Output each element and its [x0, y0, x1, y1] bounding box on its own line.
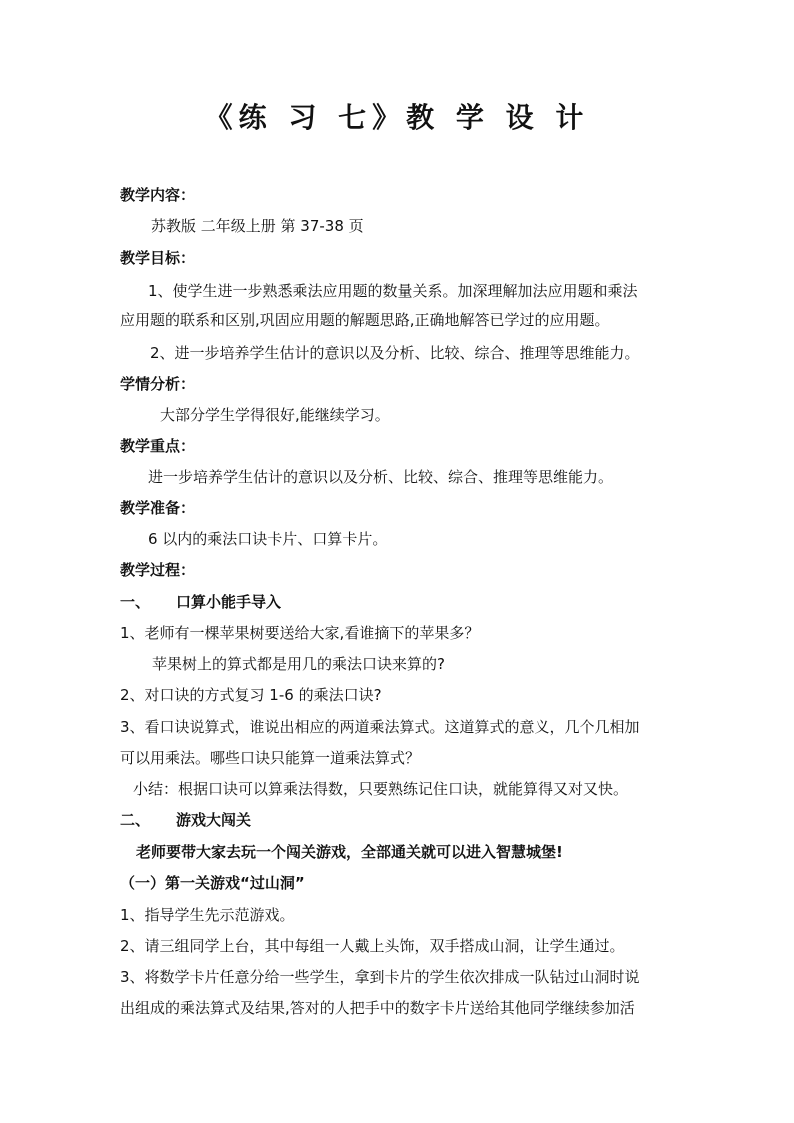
goals-heading: 教学目标：: [120, 249, 196, 267]
s2-item3-line1: 3、将数学卡片任意分给一些学生，拿到卡片的学生依次排成一队钻过山洞时说: [120, 968, 640, 986]
s1-summary: 小结：根据口诀可以算乘法得数，只要熟练记住口诀，就能算得又对又快。: [133, 780, 629, 798]
goal1-line2: 应用题的联系和区别,巩固应用题的解题思路,正确地解答已学过的应用题。: [120, 311, 610, 329]
s1-item1: 1、老师有一棵苹果树要送给大家,看谁摘下的苹果多？: [120, 624, 480, 642]
content-text: 苏教版 二年级上册 第 37-38 页: [151, 217, 364, 235]
s2-sub1-heading: （一）第一关游戏“过山洞”: [120, 874, 305, 892]
section2-title: 游戏大闯关: [176, 811, 252, 829]
s1-item3-line1: 3、看口诀说算式，谁说出相应的两道乘法算式。这道算式的意义，几个几相加: [120, 718, 640, 736]
key-text: 进一步培养学生估计的意识以及分析、比较、综合、推理等思维能力。: [148, 468, 614, 486]
section2-number: 二、: [120, 811, 151, 829]
content-heading: 教学内容：: [120, 186, 196, 204]
prep-text: 6 以内的乘法口诀卡片、口算卡片。: [148, 530, 388, 548]
section1-heading: [120, 592, 281, 612]
s2-item3-line2: 出组成的乘法算式及结果,答对的人把手中的数字卡片送给其他同学继续参加活: [120, 999, 635, 1017]
section2-heading: [120, 810, 251, 830]
goal1-line1: 1、使学生进一步熟悉乘法应用题的数量关系。加深理解加法应用题和乘法: [148, 282, 638, 300]
s1-item2: 2、对口诀的方式复习 1-6 的乘法口诀?: [120, 686, 382, 704]
process-heading: 教学过程：: [120, 561, 196, 579]
s2-item2: 2、请三组同学上台，其中每组一人戴上头饰，双手搭成山洞，让学生通过。: [120, 937, 625, 955]
analysis-heading: 学情分析：: [120, 375, 196, 393]
section1-title: 口算小能手导入: [176, 593, 282, 611]
analysis-text: 大部分学生学得很好,能继续学习。: [160, 406, 390, 424]
prep-heading: 教学准备：: [120, 499, 196, 517]
s1-item3-line2: 可以用乘法。哪些口诀只能算一道乘法算式？: [120, 749, 421, 767]
s2-item1: 1、指导学生先示范游戏。: [120, 906, 295, 924]
s2-intro: 老师要带大家去玩一个闯关游戏，全部通关就可以进入智慧城堡!: [136, 843, 563, 861]
goal2: 2、进一步培养学生估计的意识以及分析、比较、综合、推理等思维能力。: [150, 344, 640, 362]
section1-number: 一、: [120, 593, 151, 611]
s1-item1-sub: 苹果树上的算式都是用几的乘法口诀来算的?: [152, 655, 445, 673]
document-title: 《练 习 七》教 学 设 计: [204, 101, 590, 134]
key-heading: 教学重点：: [120, 437, 196, 455]
